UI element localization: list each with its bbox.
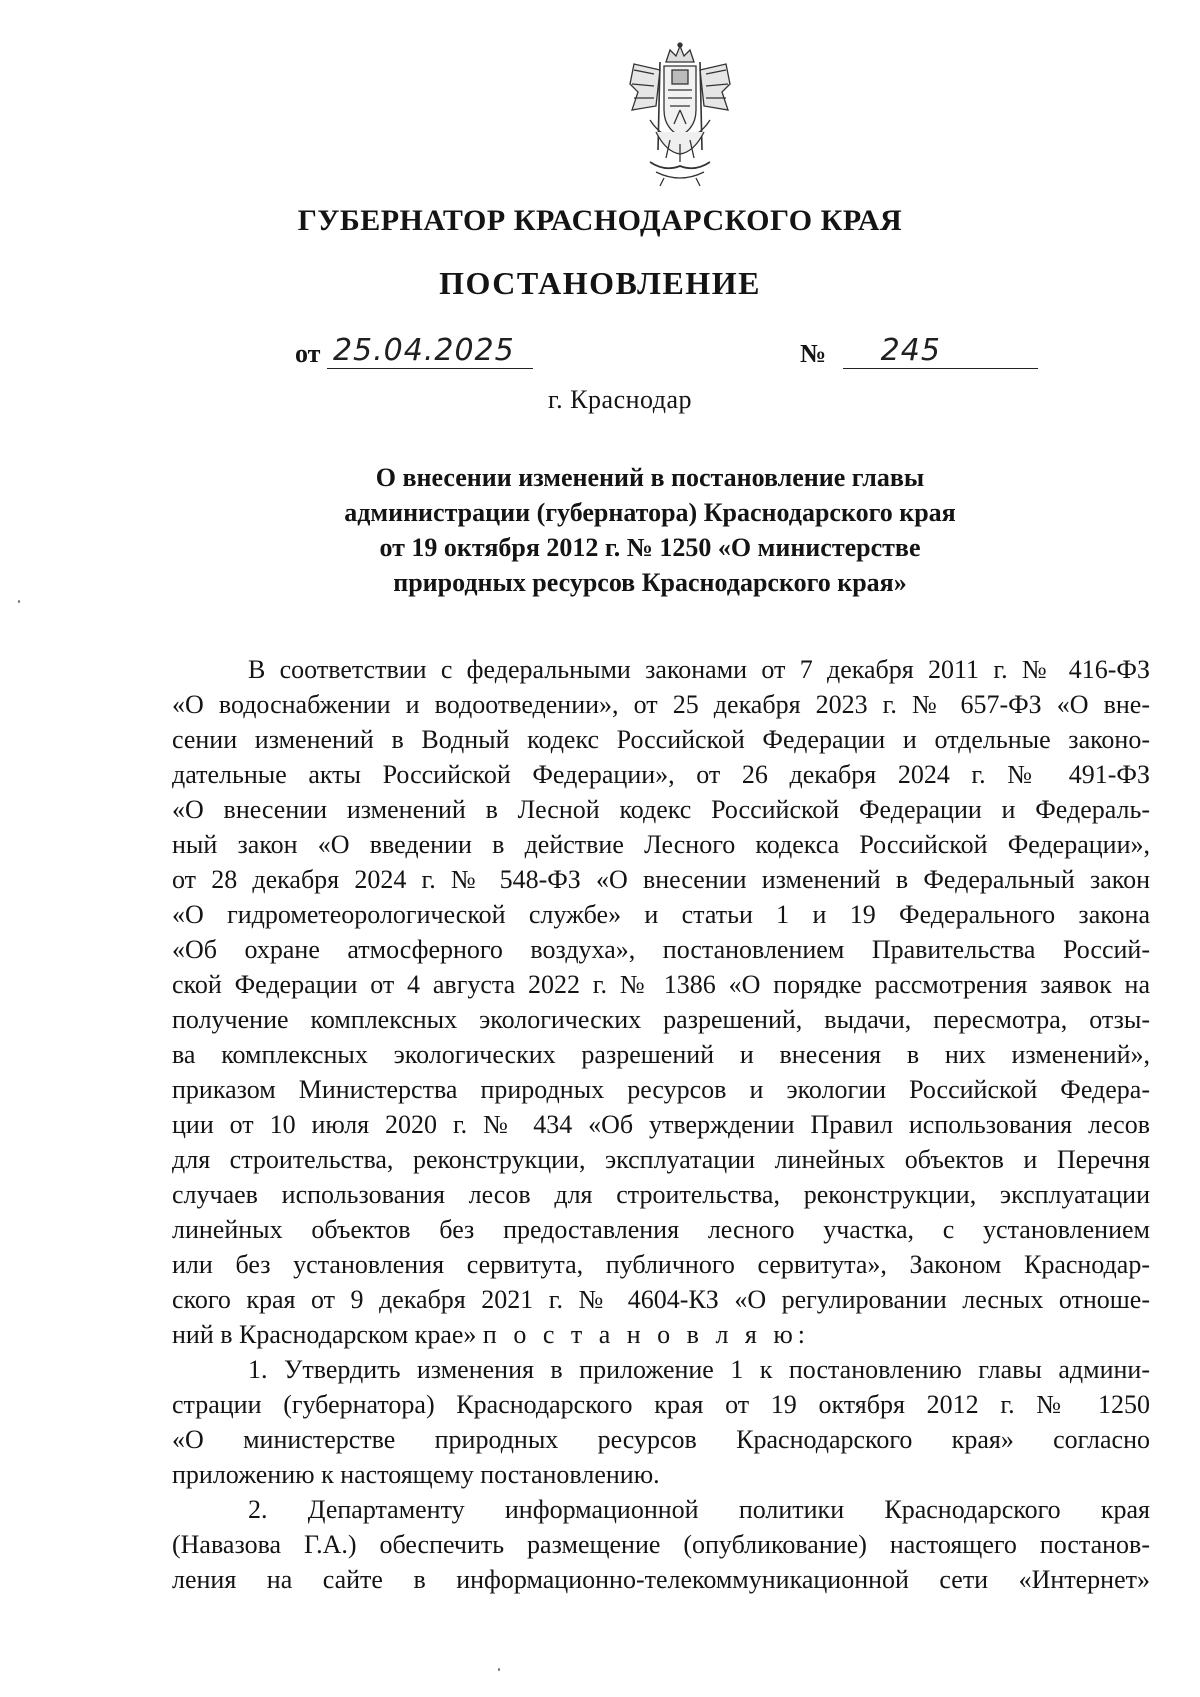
date-line (295, 335, 533, 371)
body-line: ва комплексных экологических разрешений и внесения в них изменений», (172, 1040, 1150, 1069)
title-line: от 19 октября 2012 г. № 1250 «О министерстве (379, 533, 921, 562)
body-line: для строительства, реконструкции, эксплуатации линейных объектов и Перечня (172, 1145, 1150, 1174)
handwritten-number: 245 (843, 333, 1038, 369)
document-title (300, 460, 1000, 600)
body-line: «Об охране атмосферного воздуха», постановлением Правительства Россий- (172, 935, 1150, 964)
number-line (800, 335, 1038, 371)
scan-speck (498, 1668, 500, 1671)
body-line: дательные акты Российской Федерации», от 26 декабря 2024 г. № 491-ФЗ (172, 760, 1150, 789)
body-line: случаев использования лесов для строительства, реконструкции, эксплуатации (172, 1180, 1150, 1209)
number-prefix: № (800, 339, 827, 368)
scan-speck (18, 600, 20, 603)
body-line: линейных объектов без предоставления лесного участка, с установлением (172, 1215, 1150, 1244)
body-line: «О гидрометеорологической службе» и статьи 1 и 19 Федерального закона (172, 900, 1150, 929)
body-line: «О министерстве природных ресурсов Краснодарского края» согласно (172, 1425, 1150, 1454)
body-line-text: ний в Краснодарском крае» (172, 1320, 477, 1349)
body-line: 2. Департаменту информационной политики Краснодарского края (248, 1495, 1150, 1524)
body-line: (Навазова Г.А.) обеспечить размещение (опубликование) настоящего постанов- (172, 1530, 1150, 1559)
title-line: администрации (губернатора) Краснодарского края (344, 498, 956, 527)
body-line: сении изменений в Водный кодекс Российской Федерации и отдельные законо- (172, 725, 1150, 754)
document-body (172, 652, 1150, 1597)
body-line: 1. Утвердить изменения в приложение 1 к постановлению главы админи- (248, 1355, 1150, 1384)
issuing-authority: ГУБЕРНАТОР КРАСНОДАРСКОГО КРАЯ (297, 204, 903, 237)
body-line: приложению к настоящему постановлению. (172, 1460, 660, 1489)
title-line: О внесении изменений в постановление главы (375, 463, 925, 492)
body-line: «О внесении изменений в Лесной кодекс Российской Федерации и Федераль- (172, 795, 1150, 824)
body-line: ской Федерации от 4 августа 2022 г. № 1386 «О порядке рассмотрения заявок на (172, 970, 1150, 999)
body-line: приказом Министерства природных ресурсов и экологии Российской Федера- (172, 1075, 1150, 1104)
handwritten-date: 25.04.2025 (327, 333, 533, 369)
body-line: ции от 10 июля 2020 г. № 434 «Об утверждении Правил использования лесов (172, 1110, 1150, 1139)
body-line: ского края от 9 декабря 2021 г. № 4604-КЗ «О регулировании лесных отноше- (172, 1285, 1150, 1314)
krasnodar-coat-of-arms-emblem (620, 40, 740, 190)
body-line: от 28 декабря 2024 г. № 548-ФЗ «О внесении изменений в Федеральный закон (172, 865, 1150, 894)
document-type: ПОСТАНОВЛЕНИЕ (439, 265, 761, 301)
body-line-with-decree (172, 1317, 1150, 1352)
body-line: ления на сайте в информационно-телекоммуникационной сети «Интернет» (172, 1565, 1150, 1594)
date-prefix: от (295, 339, 321, 368)
title-line: природных ресурсов Краснодарского края» (393, 568, 907, 597)
city: г. Краснодар (547, 385, 693, 414)
body-line: страции (губернатора) Краснодарского края от 19 октября 2012 г. № 1250 (172, 1390, 1150, 1419)
body-line: или без установления сервитута, публичного сервитута», Законом Краснодар- (172, 1250, 1150, 1279)
body-line: получение комплексных экологических разрешений, выдачи, пересмотра, отзы- (172, 1005, 1150, 1034)
body-line: «О водоснабжении и водоотведении», от 25 декабря 2023 г. № 657-ФЗ «О вне- (172, 690, 1150, 719)
body-line: ный закон «О введении в действие Лесного кодекса Российской Федерации», (172, 830, 1150, 859)
decree-word: п о с т а н о в л я ю: (482, 1320, 811, 1349)
body-line: В соответствии с федеральными законами от 7 декабря 2011 г. № 416-ФЗ (248, 655, 1150, 684)
